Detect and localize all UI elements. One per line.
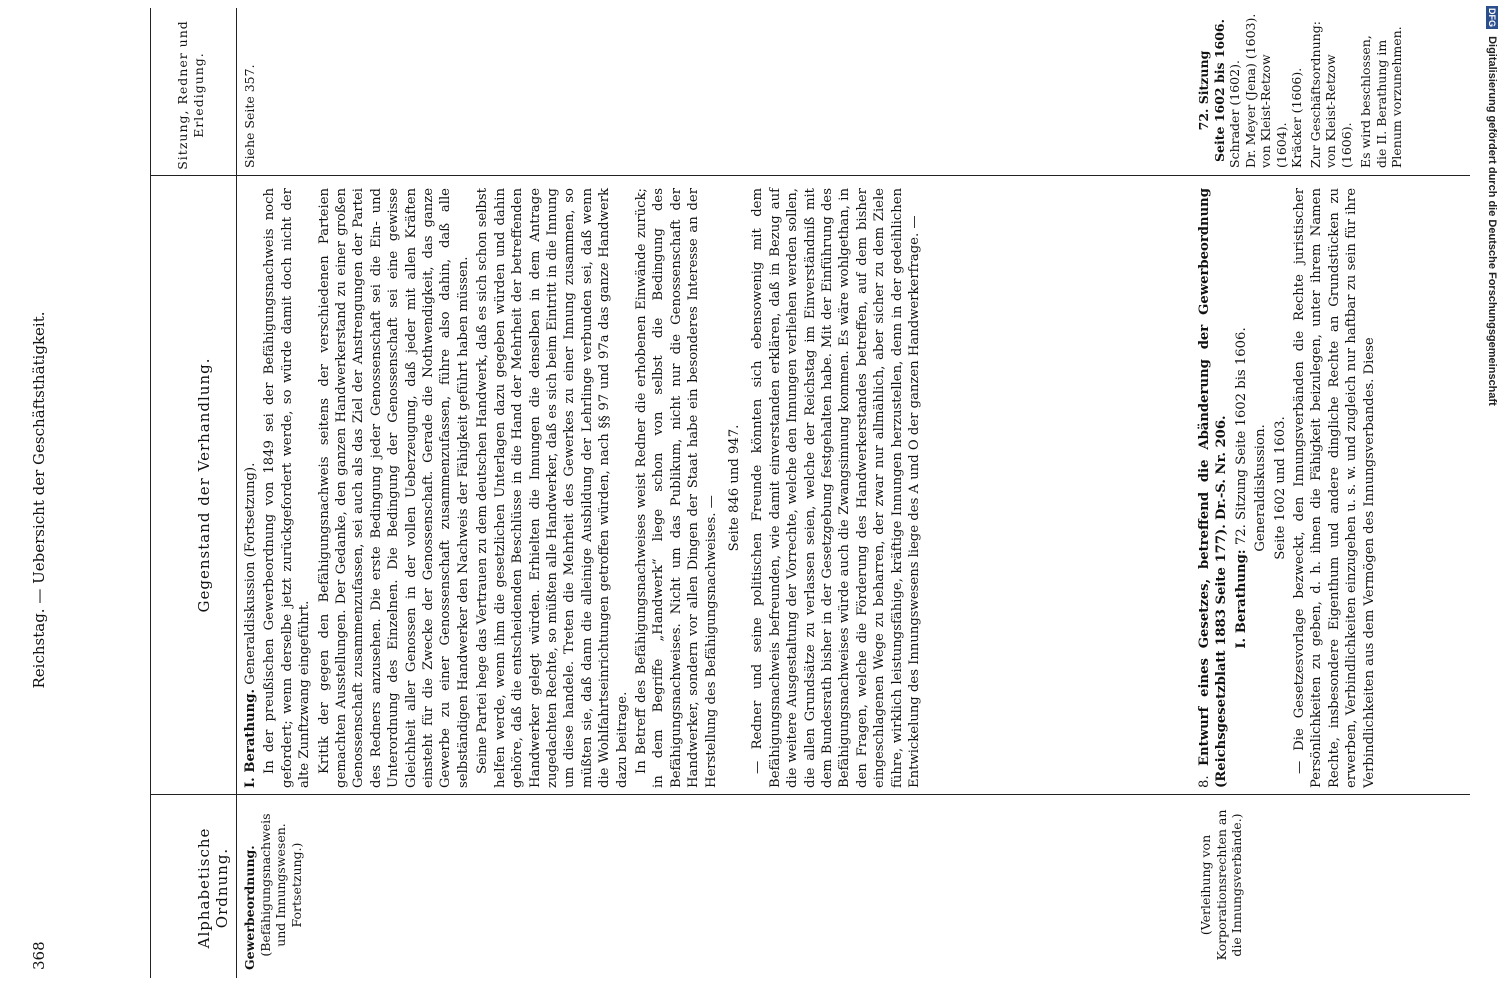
entry-subtitle: (Befähigungsnachweis und Innungswesen. Fortsetzung.) — [257, 813, 304, 957]
running-title: Reichstag. — Uebersicht der Geschäftsthätigkeit. — [30, 311, 48, 689]
speaker: Dr. Meyer (Jena) (1603). — [1242, 13, 1258, 168]
dfg-funding-note — [1476, 6, 1498, 996]
berathung-lead-rest: Generaldiskussion (Fortsetzung). — [243, 462, 258, 685]
berathung-lead: I. Berathung: — [1233, 549, 1249, 649]
berathung-lead-rest: 72. Sitzung Seite 1602 bis 1606. — [1233, 327, 1249, 546]
header-top-rule — [150, 8, 151, 978]
paragraph: — Die Gesetzesvorlage bezweckt, den Innungsverbänden die Rechte juristischer Persönlichkeiten zu geben, d. h. ihnen die Fähigkeit beizulegen, unter ihrem Namen Rechte, insbesondere Eigenthum und andere dingliche Rechte an Grundstücken zu erwerben, Verbindlichkeiten einzugehen u. s. w. und zugleich nur haftbar zu sein für ihre Verbindlichkeiten aus dem Vermögen des Innungsverbandes. Diese — [1292, 188, 1377, 788]
generaldiskussion-heading: Generaldiskussion. — [1253, 424, 1269, 552]
generaldiskussion-pages: Seite 1602 und 1603. — [1272, 416, 1288, 560]
col-divider-2 — [150, 175, 1470, 176]
paragraph: In der preußischen Gewerbeordnung von 1849 sei der Befähigungsnachweis noch gefordert; wenn derselbe jetzt zurückgefordert werde, so würde damit doch nicht der alte Zunftzwang eingeführt. — [262, 188, 313, 788]
entry-title: Gewerbeordnung. — [242, 845, 257, 970]
geschaeftsordnung-label: Zur Geschäftsordnung: — [1307, 21, 1323, 168]
speaker: von Kleist-Retzow (1604). — [1258, 54, 1289, 168]
entry-gesetzentwurf-session — [1196, 13, 1405, 168]
col-divider-1 — [150, 794, 1470, 795]
entry-number: 8. — [1197, 775, 1212, 788]
drucksache-number: Dr.-S. Nr. 206. — [1214, 415, 1230, 520]
berathung-lead: I. Berathung. — [243, 688, 258, 788]
col-subject-heading: Gegenstand der Verhandlung. — [195, 357, 213, 613]
page-reference: Seite 846 und 947. — [726, 424, 742, 552]
entry-title: Entwurf eines Gesetzes, betreffend die Abänderung der Gewerbeordnung (Reichsgesetzblatt 1883 Seite 177). — [1197, 188, 1230, 788]
paragraph: — Redner und seine politischen Freunde könnten sich ebensowenig mit dem Befähigungsnachweis befreunden, wie damit einverstanden erklären, daß in Bezug auf die weitere Ausgestaltung der Vorrechte, welche den Innungen verliehen werden sollen, die allen Grundsätze zu verlassen seien, welche der Reichstag im Einverständniß mit dem Bundesrath bisher in der Gesetzgebung festgehalten habe. Mit der Einführung des Befähigungsnachweises würde auch die Zwangsinnung kommen. Es wäre wohlgethan, in den Fragen, welche die Förderung des Handwerkerstandes betreffen, auf dem bisher eingeschlagenen Wege zu beharren, der zwar nur allmählich, aber sicher zu dem Ziele führe, wirklich leistungsfähige, kräftige Innungen herzustellen, denn in der gedeihlichen Entwickelung des Innungswesens liege des A und O der ganzen Handwerkerfrage. — — [750, 188, 923, 788]
paragraph: In Betreff des Befähigungsnachweises weist Redner die erhobenen Einwände zurück; in dem Begriffe „Handwerk“ liege schon von selbst die Bedingung des Befähigungsnachweises. Nicht um das Publikum, nicht nur die Genossenschaft der Handwerker, sondern vor allen Dingen der Staat habe ein besonderes Interesse an der Herstellung des Befähigungsnachweises. — — [633, 188, 719, 788]
paragraph: Seine Partei hege das Vertrauen zu dem deutschen Handwerk, daß es sich schon selbst helfen werde, wenn ihm die gesetzlichen Unterlagen dazu gegeben würden und dahin gehöre, daß die entscheidenden Beschlüsse in die Hand der Mehrheit der betreffenden Handwerker gelegt würden. Erhielten die Innungen die denselben in dem Antrage zugedachten Rechte, so müßten alle Handwerker, daß es sich beim Eintritt in die Innung um diese handele. Treten die Mehrheit des Gewerkes zu einer Innung zusammen, so müßten sie, daß dann die alleinige Ausbildung der Lehrlinge verbunden sei, daß wenn die Wohlfahrtseinrichtungen getroffen würden, nach §§ 97 und 97a das ganze Handwerk dazu beitrage. — [475, 188, 630, 788]
entry-gewerbeordnung-text — [242, 188, 925, 788]
dfg-logo: DFG — [1487, 8, 1497, 27]
page-number: 368 — [30, 941, 48, 970]
speaker: von Kleist-Retzow (1606). — [1323, 54, 1354, 168]
session-title: 72. Sitzung — [1196, 50, 1211, 131]
entry-gesetzentwurf-text — [1196, 188, 1380, 788]
funding-text: Digitalisierung gefördert durch die Deutsche Forschungsgemeinschaft — [1486, 36, 1498, 406]
entry-gewerbeordnung-ref: Siehe Seite 357. — [242, 64, 257, 168]
paragraph: Kritik der gegen den Befähigungsnachweis seitens der verschiedenen Parteien gemachten Ausstellungen. Der Gedanke, den ganzen Handwerkerstand zu einer großen Genossenschaft zusammenzufassen, sei auch als das Ziel der Anstrengungen der Partei des Redners anzusehen. Die erste Bedingung jeder Genossenschaft sei die Ein- und Unterordnung des Einzelnen. Die Bedingung der Genossenschaft sei eine gewisse Gleichheit aller Genossen in der vollen Ueberzeugung, daß jeder mit allen Kräften einsteht für die Zwecke der Genossenschaft. Gerade die Nothwendigkeit, das ganze Gewerbe zu einer Genossenschaft zusammenzufassen, führe also dahin, daß alle selbständigen Handwerker den Nachweis der Fähigkeit geführt haben müssen. — [316, 188, 471, 788]
session-pages: Seite 1602 bis 1606. — [1211, 19, 1227, 162]
col-alphabetic-heading: Alphabetische Ordnung. — [195, 827, 231, 949]
speaker: Kräcker (1606). — [1289, 67, 1304, 168]
col-session-heading: Sitzung, Redner und Erledigung. — [175, 20, 206, 170]
header-bottom-rule — [236, 8, 237, 978]
entry-gewerbeordnung-label — [242, 800, 304, 970]
entry-korporationsrechte-label: (Verleihung von Korporationsrechten an die Innungsverbände.) — [1198, 809, 1244, 961]
speaker: Schrader (1602). — [1227, 60, 1242, 168]
result-text: Es wird beschlossen, die II. Berathung im Plenum vorzunehmen. — [1358, 26, 1404, 168]
